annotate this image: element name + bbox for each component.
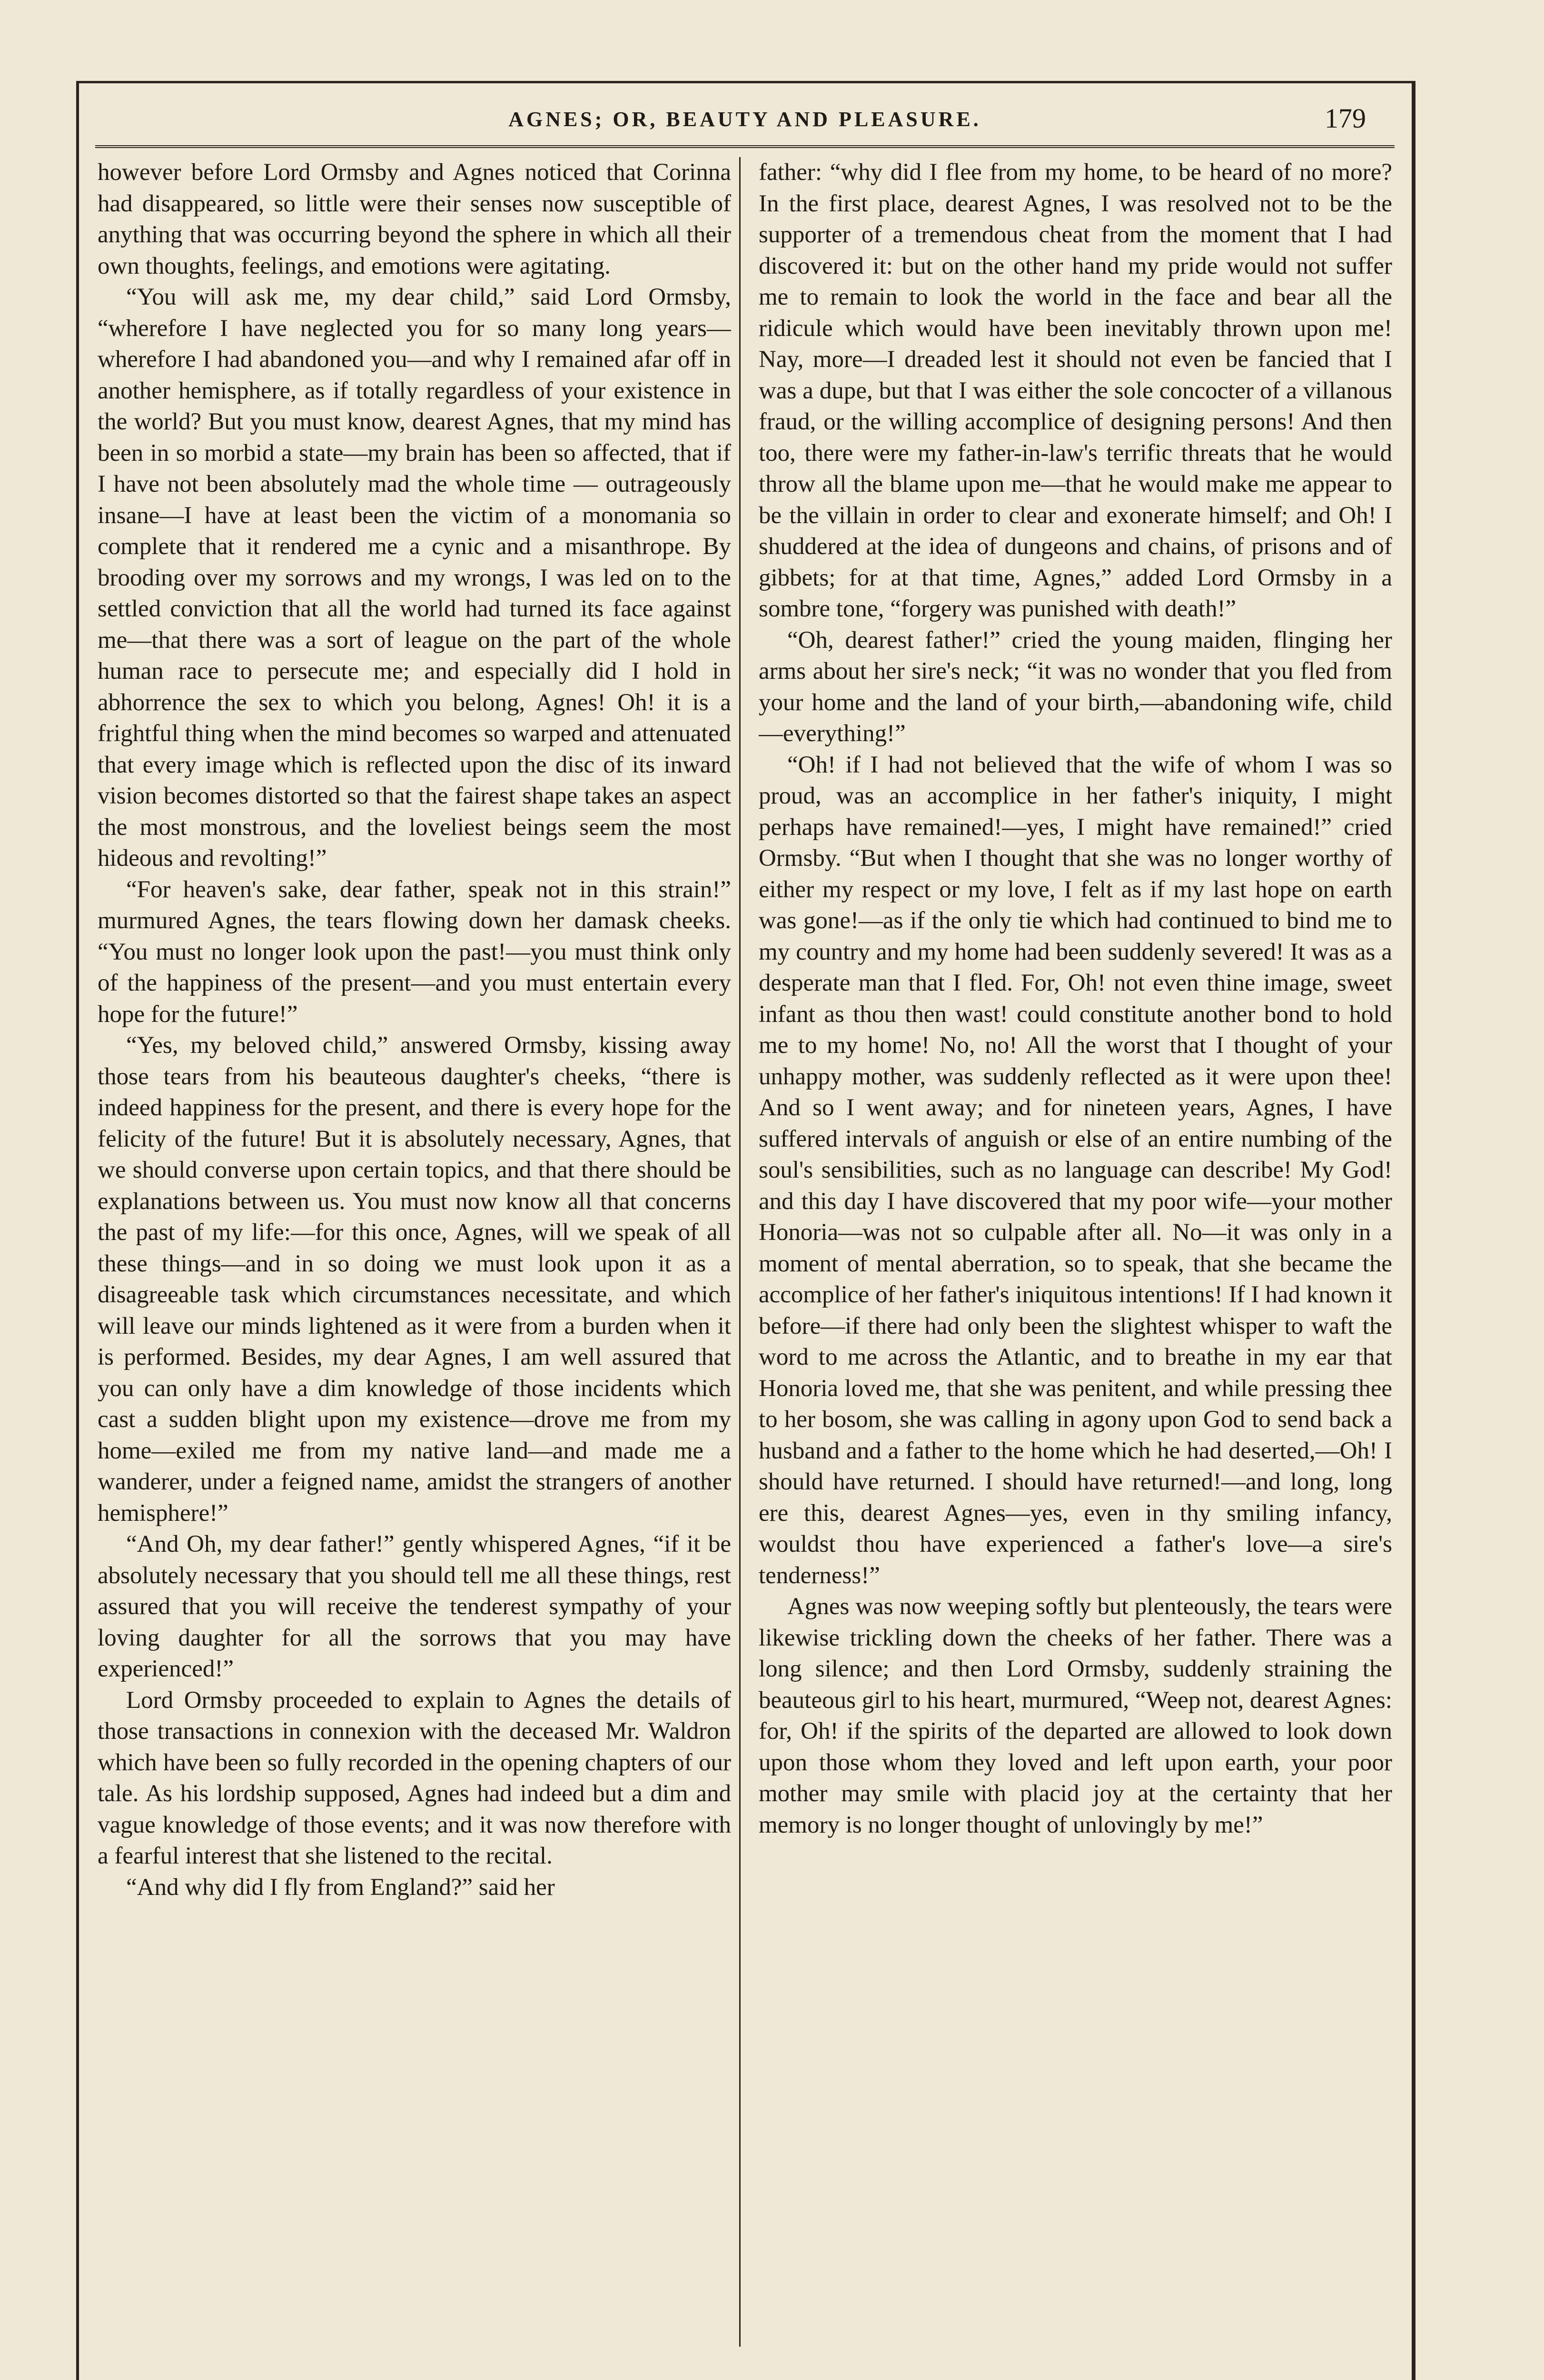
running-title: AGNES; OR, BEAUTY AND PLEASURE. [508,108,981,131]
paragraph: Lord Ormsby proceeded to explain to Agnes the details of those transactions in connexion with the deceased Mr. Waldron which have been so fully recorded in the opening chapters of our tale. As his lordship supposed, Agnes had indeed but a dim and vague knowledge of those events; and it was now therefore with a fearful interest that she listened to the recital. [98,1686,731,1869]
paragraph: “Oh, dearest father!” cried the young maiden, flinging her arms about her sire's neck; “it was no wonder that you fled from your home and the land of your birth,—abandoning wife, child—everything!” [759,626,1392,747]
paragraph: “For heaven's sake, dear father, speak not in this strain!” murmured Agnes, the tears flowing down her damask cheeks. “You must no longer look upon the past!—you must think only of the happiness of the present—and you must entertain every hope for the future!” [98,876,731,1028]
page-header [95,102,1395,148]
paragraph: “And why did I fly from England?” said her [126,1874,555,1901]
paragraph: Agnes was now weeping softly but plenteously, the tears were likewise trickling down the cheeks of her father. There was a long silence; and then Lord Ormsby, suddenly straining the beauteous girl to his heart, murmured, “Weep not, dearest Agnes: for, Oh! if the spirits of the departed are allowed to look down upon those whom they loved and left upon earth, your poor mother may smile with placid joy at the certainty that her memory is no longer thought of unlovingly by me!” [759,1593,1392,1838]
paragraph: father: “why did I flee from my home, to be heard of no more? In the first place, dearest Agnes, I was resolved not to be the supporter of a tremendous cheat from the moment that I had discovered it: but on the other hand my pride would not suffer me to remain to look the world in the face and bear all the ridicule which would have been inevitably thrown upon me! Nay, more—I dreaded lest it should not even be fancied that I was a dupe, but that I was either the sole concocter of a villanous fraud, or the willing accomplice of designing persons! And then too, there were my father-in-law's terrific threats that he would throw all the blame upon me—that he would make me appear to be the villain in order to clear and exonerate himself; and Oh! I shuddered at the idea of dungeons and chains, of prisons and of gibbets; for at that time, Agnes,” added Lord Ormsby in a sombre tone, “forgery was punished with death!” [759,159,1392,622]
paragraph: “And Oh, my dear father!” gently whispered Agnes, “if it be absolutely necessary that you should tell me all these things, rest assured that you will receive the tenderest sympathy of your loving daughter for all the sorrows that you may have experienced!” [98,1531,731,1682]
paragraph: “Oh! if I had not believed that the wife of whom I was so proud, was an accomplice in her father's iniquity, I might perhaps have remained!—yes, I might have remained!” cried Ormsby. “But when I thought that she was no longer worthy of either my respect or my love, I felt as if my last hope on earth was gone!—as if the only tie which had continued to bind me to my country and my home had been suddenly severed! It was as a desperate man that I fled. For, Oh! not even thine image, sweet infant as thou then wast! could constitute another bond to hold me to my home! No, no! All the worst that I thought of your unhappy mother, was suddenly reflected as it were upon thee! And so I went away; and for nineteen years, Agnes, I have suffered intervals of anguish or else of an entire numbing of the soul's sensibilities, such as no language can describe! My God! and this day I have discovered that my poor wife—your mother Honoria—was not so culpable after all. No—it was only in a moment of mental aberration, so to speak, that she became the accomplice of her father's iniquitous intentions! If I had known it before—if there had only been the slightest whisper to waft the word to me across the Atlantic, and to breathe in my ear that Honoria loved me, that she was penitent, and while pressing thee to her bosom, she was calling in agony upon God to send back a husband and a father to the home which he had deserted,—Oh! I should have returned. I should have returned!—and long, long ere this, dearest Agnes—yes, even in thy smiling infancy, wouldst thou have experienced a father's love—a sire's tenderness!” [759,751,1392,1589]
column-divider [739,157,741,2347]
paragraph: “You will ask me, my dear child,” said Lord Ormsby, “wherefore I have neglected you for so many long years—wherefore I had abandoned you—and why I remained afar off in another hemisphere, as if totally regardless of your existence in the world? But you must know, dearest Agnes, that my mind has been in so morbid a state—my brain has been so affected, that if I have not been absolutely mad the whole time — outrageously insane—I have at least been the victim of a monomania so complete that it rendered me a cynic and a misanthrope. By brooding over my sorrows and my wrongs, I was led on to the settled conviction that all the world had turned its face against me—that there was a sort of league on the part of the whole human race to persecute me; and especially did I hold in abhorrence the sex to which you belong, Agnes! Oh! it is a frightful thing when the mind becomes so warped and attenuated that every image which is reflected upon the disc of its inward vision becomes distorted so that the fairest shape takes an aspect the most monstrous, and the loveliest beings seem the most hideous and revolting!” [98,284,731,872]
paragraph: “Yes, my beloved child,” answered Ormsby, kissing away those tears from his beauteous daughter's cheeks, “there is indeed happiness for the present, and there is every hope for the felicity of the future! But it is absolutely necessary, Agnes, that we should converse upon certain topics, and that there should be explanations between us. You must now know all that concerns the past of my life:—for this once, Agnes, will we speak of all these things—and in so doing we must look upon it as a disagreeable task which circumstances necessitate, and which will leave our minds lightened as it were from a burden when it is performed. Besides, my dear Agnes, I am well assured that you can only have a dim knowledge of those incidents which cast a sudden blight upon my existence—drove me from my home—exiled me from my native land—and made me a wanderer, under a feigned name, amidst the strangers of another hemisphere!” [98,1032,731,1527]
left-column [98,157,731,2356]
right-column [759,157,1392,2356]
page-number: 179 [1325,103,1366,134]
text-columns [98,157,1392,2356]
paragraph: however before Lord Ormsby and Agnes noticed that Corinna had disappeared, so little were their senses now susceptible of anything that was occurring beyond the sphere in which all their own thoughts, feelings, and emotions were agitating. [98,159,731,279]
